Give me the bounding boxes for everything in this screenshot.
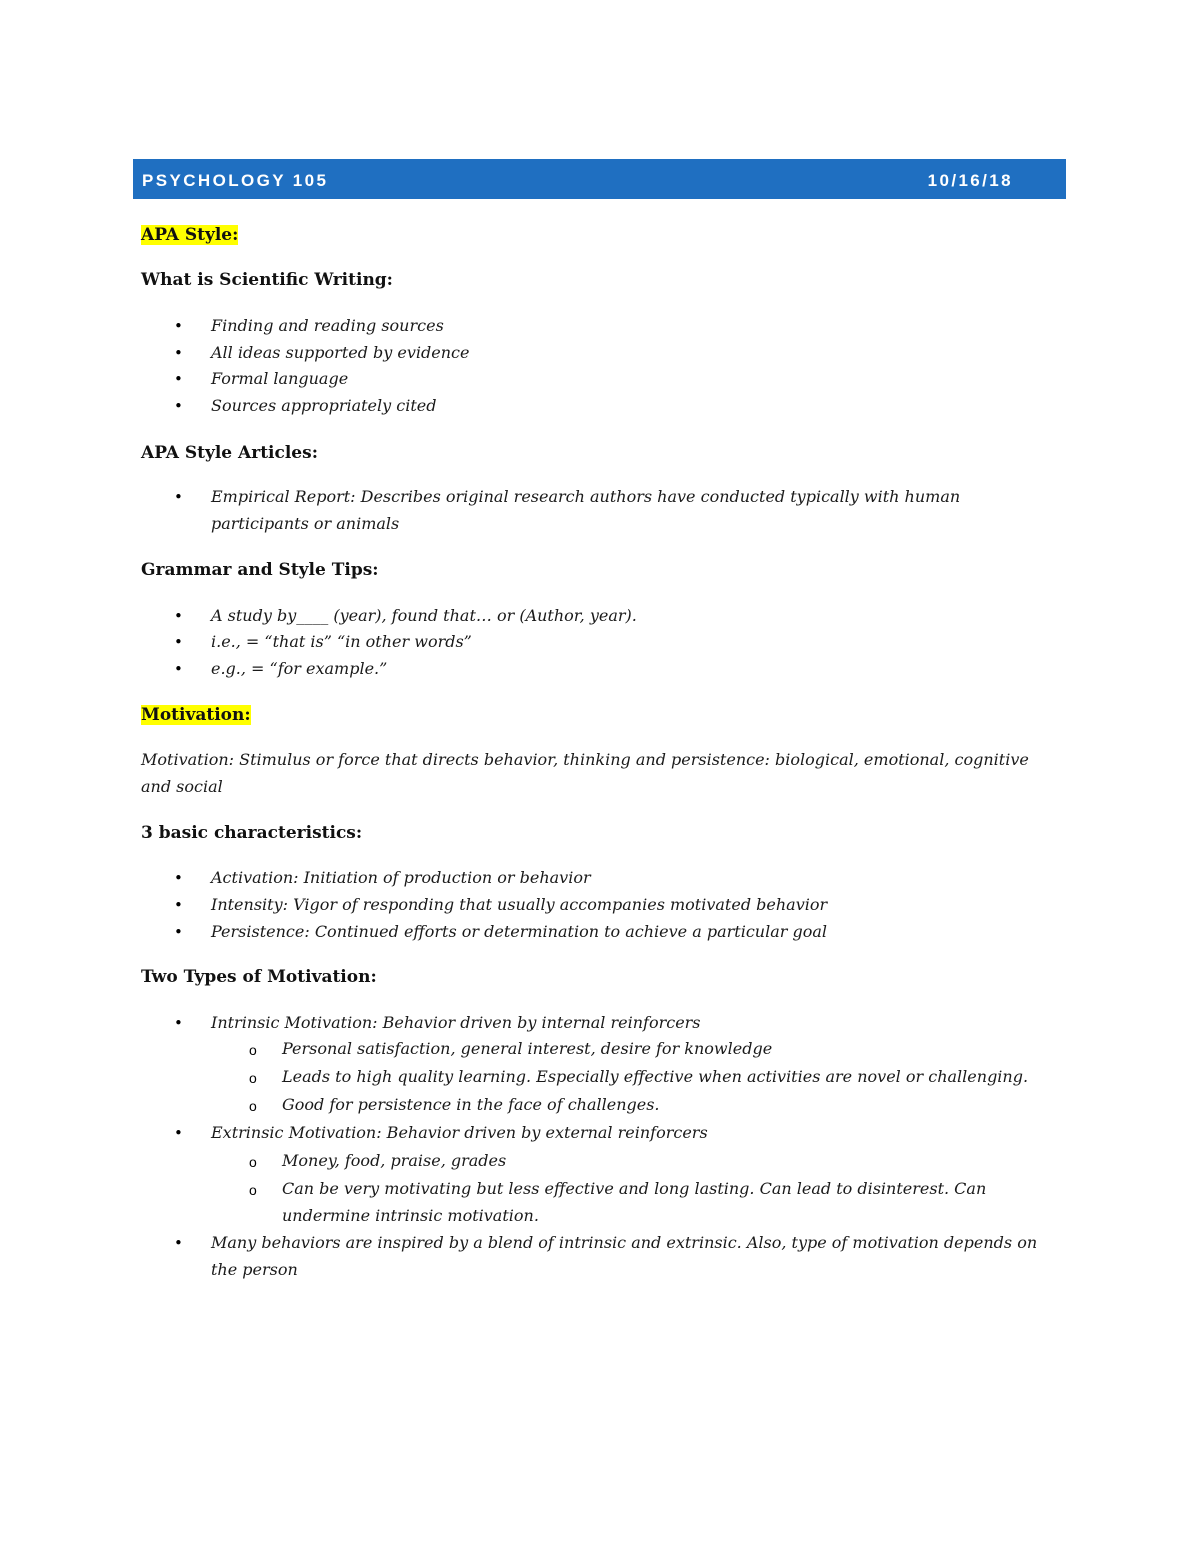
bullet-icon: • bbox=[174, 317, 183, 335]
list-item: Sources appropriately cited bbox=[211, 396, 437, 415]
motivation-definition: Motivation: Stimulus or force that directs behavior, thinking and persistence: biological, emotional, cognitive and social bbox=[141, 750, 1029, 796]
bullet-icon: • bbox=[174, 923, 183, 941]
scientific-writing-heading: What is Scientific Writing: bbox=[141, 270, 393, 290]
motivation-heading bbox=[141, 704, 251, 726]
bullet-icon: • bbox=[174, 660, 183, 678]
list-item: Intrinsic Motivation: Behavior driven by internal reinforcers bbox=[211, 1013, 701, 1032]
bullet-icon: • bbox=[174, 370, 183, 388]
bullet-icon: • bbox=[174, 1234, 183, 1252]
list-item: Persistence: Continued efforts or determination to achieve a particular goal bbox=[211, 922, 828, 941]
apa-style-heading bbox=[141, 224, 238, 246]
list-item: e.g., = “for example.” bbox=[211, 659, 388, 678]
bullet-icon: • bbox=[174, 869, 183, 887]
sub-bullet-icon: o bbox=[249, 1098, 257, 1114]
bullet-icon: • bbox=[174, 1124, 183, 1142]
bullet-icon: • bbox=[174, 896, 183, 914]
document-date: 10/16/18 bbox=[927, 171, 1013, 190]
list-item: Intensity: Vigor of responding that usually accompanies motivated behavior bbox=[211, 895, 828, 914]
grammar-tips-heading: Grammar and Style Tips: bbox=[141, 560, 379, 580]
list-item: Activation: Initiation of production or behavior bbox=[211, 868, 591, 887]
list-item: Formal language bbox=[211, 369, 349, 388]
highlight: APA Style: bbox=[141, 225, 239, 245]
types-heading: Two Types of Motivation: bbox=[141, 967, 377, 987]
document-title: PSYCHOLOGY 105 bbox=[142, 171, 329, 190]
bullet-icon: • bbox=[174, 397, 183, 415]
bullet-icon: • bbox=[174, 607, 183, 625]
sub-list-item: Money, food, praise, grades bbox=[282, 1151, 507, 1170]
sub-list-item: Personal satisfaction, general interest, desire for knowledge bbox=[282, 1039, 773, 1058]
sub-list-item: Can be very motivating but less effective and long lasting. Can lead to disinterest. Can undermine intrinsic motivation. bbox=[282, 1179, 987, 1225]
apa-articles-heading: APA Style Articles: bbox=[141, 443, 318, 463]
list-item: All ideas supported by evidence bbox=[211, 343, 470, 362]
characteristics-heading: 3 basic characteristics: bbox=[141, 823, 363, 843]
highlight: Motivation: bbox=[141, 705, 251, 725]
sub-bullet-icon: o bbox=[249, 1182, 257, 1198]
bullet-icon: • bbox=[174, 488, 183, 506]
sub-list-item: Leads to high quality learning. Especially effective when activities are novel or challenging. bbox=[282, 1067, 1029, 1086]
header-bar bbox=[133, 159, 1066, 199]
bullet-icon: • bbox=[174, 633, 183, 651]
list-item: Empirical Report: Describes original research authors have conducted typically with human participants or animals bbox=[211, 487, 961, 533]
sub-bullet-icon: o bbox=[249, 1070, 257, 1086]
bullet-icon: • bbox=[174, 1014, 183, 1032]
list-item: Extrinsic Motivation: Behavior driven by external reinforcers bbox=[211, 1123, 708, 1142]
sub-list-item: Good for persistence in the face of challenges. bbox=[282, 1095, 660, 1114]
list-item: i.e., = “that is” “in other words” bbox=[211, 632, 472, 651]
list-item: Finding and reading sources bbox=[211, 316, 444, 335]
sub-bullet-icon: o bbox=[249, 1042, 257, 1058]
list-item: Many behaviors are inspired by a blend of intrinsic and extrinsic. Also, type of motivation depends on the person bbox=[211, 1233, 1038, 1279]
sub-bullet-icon: o bbox=[249, 1154, 257, 1170]
list-item: A study by____ (year), found that… or (Author, year). bbox=[211, 606, 637, 625]
bullet-icon: • bbox=[174, 344, 183, 362]
